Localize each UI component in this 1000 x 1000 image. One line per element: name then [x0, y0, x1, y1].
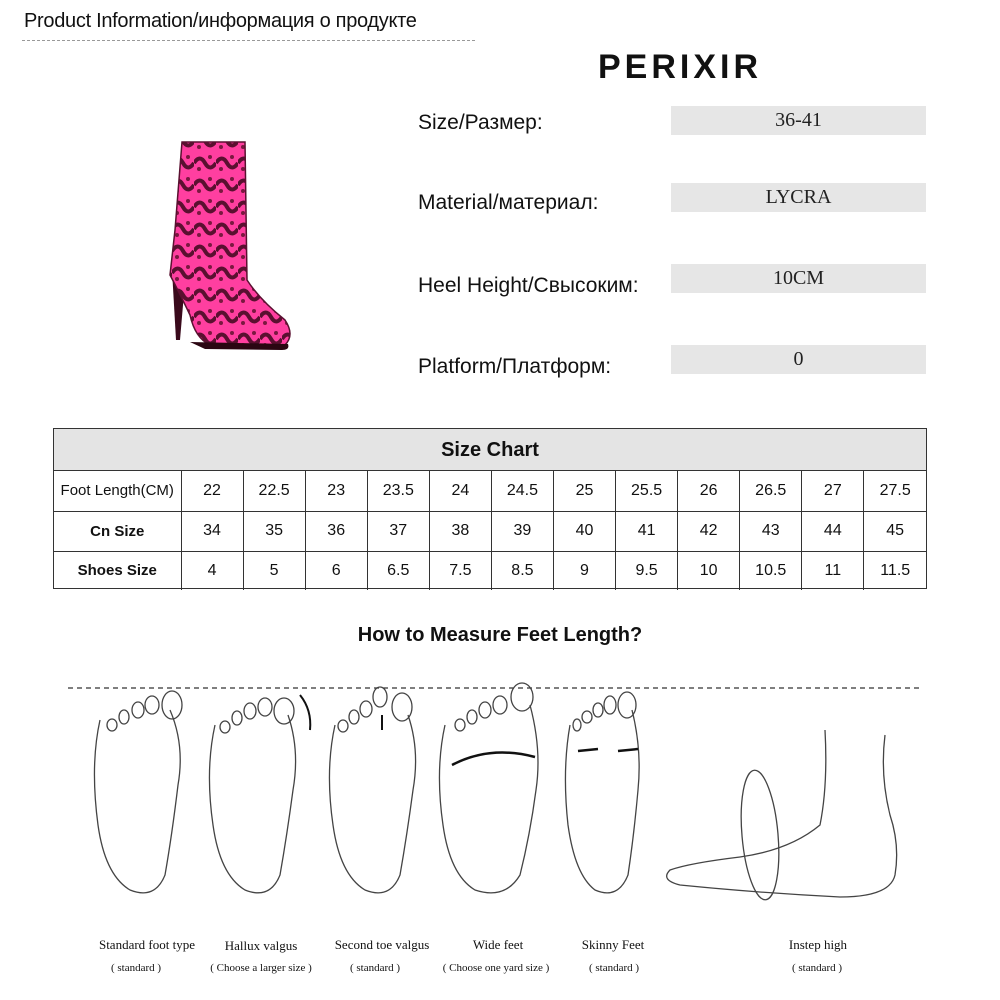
size-chart [53, 428, 927, 589]
brand-name: PERIXIR [598, 48, 763, 86]
size-cell: 39 [491, 511, 553, 551]
spec-label-platform: Platform/Платформ: [418, 355, 612, 378]
size-cell: 11 [802, 551, 864, 590]
size-cell: 22 [181, 471, 243, 511]
size-cell: 35 [243, 511, 305, 551]
foot-wide-icon [439, 683, 538, 893]
size-cell: 6.5 [367, 551, 429, 590]
header-divider [22, 40, 475, 41]
spec-label-heel-height: Heel Height/Свысоким: [418, 274, 639, 297]
foot-standard-icon [94, 691, 182, 893]
foot-second-toe-icon [329, 687, 415, 893]
size-cell: 27.5 [864, 471, 926, 511]
foot-label-hallux-valgus: Hallux valgus [224, 938, 298, 953]
size-row [54, 511, 926, 551]
size-cell: 7.5 [429, 551, 491, 590]
size-cell: 6 [305, 551, 367, 590]
spec-label-size: Size/Размер: [418, 111, 543, 134]
foot-note-instep: ( standard ) [791, 962, 843, 974]
size-row-label: Foot Length(CM) [54, 471, 181, 511]
size-cell: 11.5 [864, 551, 926, 590]
size-cell: 25 [553, 471, 615, 511]
size-cell: 34 [181, 511, 243, 551]
size-cell: 25.5 [616, 471, 678, 511]
spec-label-material: Material/материал: [418, 191, 599, 214]
size-cell: 44 [802, 511, 864, 551]
size-row-label: Cn Size [54, 511, 181, 551]
foot-note-wide: ( Choose one yard size ) [442, 962, 550, 974]
size-cell: 4 [181, 551, 243, 590]
boot-image [150, 130, 310, 370]
size-cell: 10 [678, 551, 740, 590]
measure-title: How to Measure Feet Length? [357, 624, 643, 646]
size-cell: 22.5 [243, 471, 305, 511]
size-cell: 24 [429, 471, 491, 511]
size-cell: 40 [553, 511, 615, 551]
size-cell: 27 [802, 471, 864, 511]
foot-skinny-icon [565, 692, 639, 893]
size-cell: 9 [553, 551, 615, 590]
size-cell: 23.5 [367, 471, 429, 511]
size-cell: 23 [305, 471, 367, 511]
foot-label-wide: Wide feet [472, 937, 524, 952]
size-cell: 8.5 [491, 551, 553, 590]
size-cell: 43 [740, 511, 802, 551]
size-chart-title: Size Chart [54, 429, 926, 471]
foot-label-second-toe: Second toe valgus [334, 937, 430, 952]
spec-value-size: 36-41 [671, 106, 926, 135]
size-row [54, 471, 926, 511]
foot-note-hallux-valgus: ( Choose a larger size ) [210, 962, 312, 974]
size-cell: 42 [678, 511, 740, 551]
size-cell: 37 [367, 511, 429, 551]
foot-instep-icon [667, 730, 897, 901]
size-cell: 26 [678, 471, 740, 511]
size-cell: 45 [864, 511, 926, 551]
size-row-label: Shoes Size [54, 551, 181, 590]
size-cell: 41 [616, 511, 678, 551]
feet-illustration [60, 675, 940, 935]
foot-note-second-toe: ( standard ) [349, 962, 401, 974]
size-chart-table [54, 471, 926, 590]
size-row [54, 551, 926, 590]
spec-value-material: LYCRA [671, 183, 926, 212]
foot-note-skinny: ( standard ) [588, 962, 640, 974]
size-cell: 10.5 [740, 551, 802, 590]
size-cell: 38 [429, 511, 491, 551]
foot-label-skinny: Skinny Feet [581, 937, 645, 952]
foot-hallux-valgus-icon [209, 695, 310, 893]
size-cell: 26.5 [740, 471, 802, 511]
spec-value-heel-height: 10CM [671, 264, 926, 293]
page-title: Product Information/информация о продукте [24, 10, 417, 32]
size-cell: 9.5 [616, 551, 678, 590]
foot-label-instep: Instep high [788, 937, 848, 952]
foot-label-standard: Standard foot type [98, 937, 196, 952]
size-cell: 24.5 [491, 471, 553, 511]
spec-value-platform: 0 [671, 345, 926, 374]
size-cell: 36 [305, 511, 367, 551]
size-cell: 5 [243, 551, 305, 590]
foot-note-standard: ( standard ) [110, 962, 162, 974]
